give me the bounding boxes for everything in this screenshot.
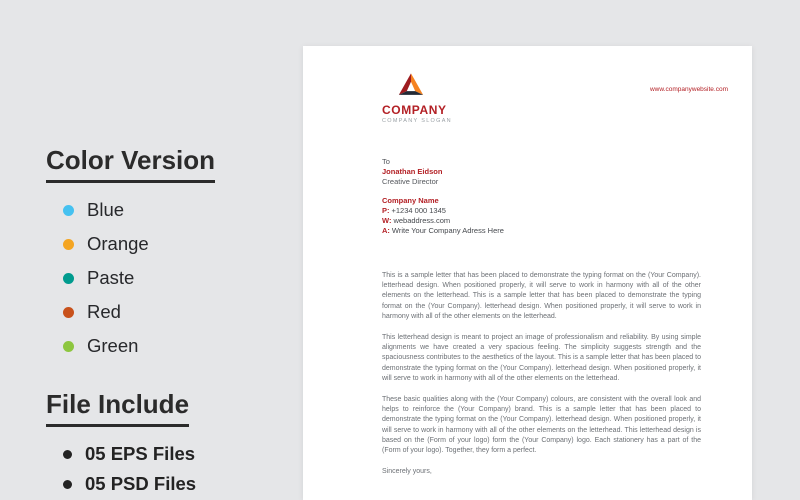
file-label: 05 EPS Files bbox=[85, 442, 196, 464]
color-label: Red bbox=[87, 300, 121, 322]
color-dot-paste bbox=[63, 273, 74, 284]
file-include-list bbox=[46, 439, 286, 499]
color-dot-blue bbox=[63, 205, 74, 216]
color-label: Paste bbox=[87, 266, 135, 288]
file-label: 05 PSD Files bbox=[85, 472, 197, 494]
recipient-block bbox=[382, 157, 442, 187]
bullet-dot bbox=[63, 480, 72, 489]
brand-name: COMPANY bbox=[382, 103, 447, 117]
letter-body bbox=[382, 271, 701, 488]
company-logo-icon bbox=[397, 72, 425, 99]
company-contact-block bbox=[382, 196, 504, 236]
file-include-title: File Include bbox=[46, 390, 189, 427]
phone-prefix: P: bbox=[382, 206, 390, 215]
list-item bbox=[46, 439, 286, 469]
color-version-list bbox=[46, 193, 286, 363]
bullet-dot bbox=[63, 450, 72, 459]
address-prefix: A: bbox=[382, 226, 390, 235]
brand-slogan: COMPANY SLOGAN bbox=[382, 118, 452, 124]
web-prefix: W: bbox=[382, 216, 392, 225]
letter-paragraph: This is a sample letter that has been placed to demonstrate the typing format on the (Your Company). letterhead design. When positioned properly, it will serve to work in harmony with all of the other elements on the letterhead. This is a sample letter that has been placed to demonstrate the typing format on the (Your Company). letterhead design. When positioned properly, it will serve to work in harmony with all of the other elements on the letterhead. bbox=[382, 272, 701, 320]
color-label: Green bbox=[87, 334, 139, 356]
letterhead-preview bbox=[303, 46, 752, 500]
list-item bbox=[46, 469, 286, 499]
color-dot-red bbox=[63, 307, 74, 318]
color-label: Blue bbox=[87, 198, 125, 220]
website-url: www.companywebsite.com bbox=[649, 86, 728, 93]
color-version-title: Color Version bbox=[46, 146, 215, 183]
list-item bbox=[46, 227, 286, 261]
recipient-label: To bbox=[382, 157, 390, 166]
recipient-name: Jonathan Eidson bbox=[382, 167, 443, 176]
letter-paragraph: These basic qualities along with the (Your Company) colours, are consistent with the overall look and helps to reinforce the (Your Company) brand. This is a sample letter that has been placed to demonstrate the typing format on the (Your Company). letterhead design. When positioned properly, it will serve to work in harmony with all of the other elements on the letterhead. This letterhead design is based on the (Form of your logo) form the (Your Company) logo. Each stationery has a part of the (Form of your logo). Together, they form a perfect. bbox=[382, 396, 701, 455]
web-value: webaddress.com bbox=[393, 216, 451, 225]
address-value: Write Your Company Adress Here bbox=[391, 226, 504, 235]
phone-value: +1234 000 1345 bbox=[391, 206, 446, 215]
brand-block bbox=[382, 104, 452, 125]
file-include-section bbox=[46, 390, 286, 499]
list-item bbox=[46, 295, 286, 329]
list-item bbox=[46, 329, 286, 363]
list-item bbox=[46, 193, 286, 227]
letter-closing: Sincerely yours, bbox=[382, 468, 432, 476]
color-version-section bbox=[46, 146, 286, 363]
color-dot-green bbox=[63, 341, 74, 352]
company-address-line bbox=[382, 226, 504, 236]
color-label: Orange bbox=[87, 232, 149, 254]
color-dot-orange bbox=[63, 239, 74, 250]
company-name: Company Name bbox=[382, 196, 439, 205]
letter-paragraph: This letterhead design is meant to project an image of professionalism and reliability. By using simple alignments we have created a very spacious feeling. The simplicity suggests strength and the spaciousness contributes to the aesthetics of the layout. This is a sample letter that has been placed to demonstrate the typing format on the (Your Company). letterhead design. When positioned properly, it will serve to work in harmony with all of the other elements on the letterhead. bbox=[382, 334, 701, 382]
company-web-line bbox=[382, 216, 504, 226]
company-phone-line bbox=[382, 206, 504, 216]
list-item bbox=[46, 261, 286, 295]
recipient-role: Creative Director bbox=[382, 177, 439, 186]
